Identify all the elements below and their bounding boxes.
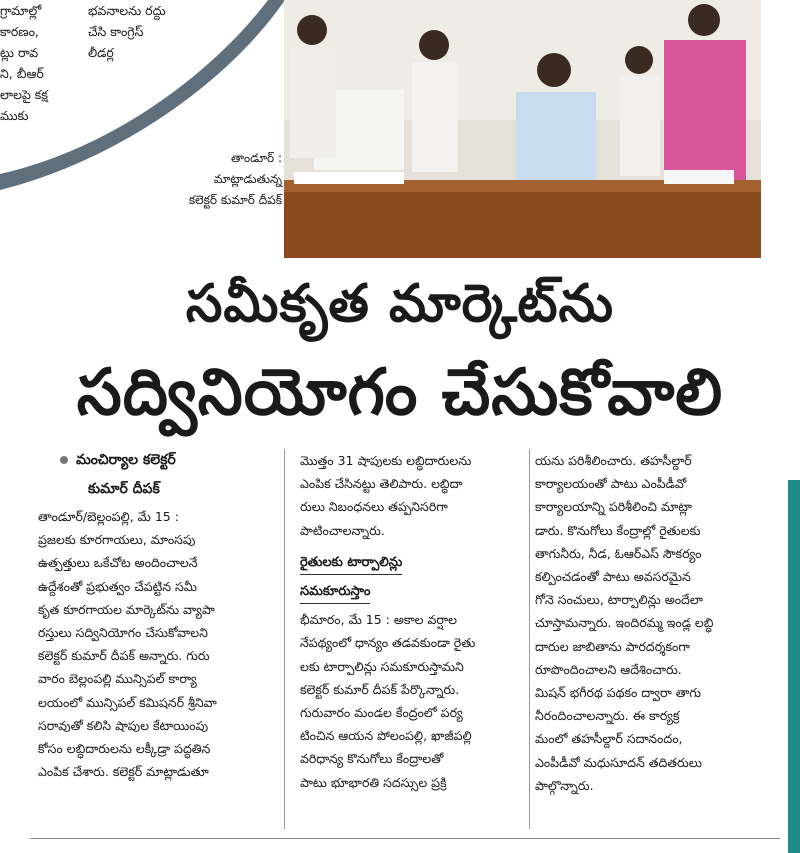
- article-line: నీరందించాలన్నారు. ఈ కార్యక్ర: [535, 708, 680, 724]
- article-line: దారుల జాబితాను పారదర్శకంగా: [535, 638, 690, 654]
- article-line: ఎంపిక చేశారు. కలెక్టర్ మాట్లాడుతూ: [38, 764, 209, 780]
- article-line: కృత కూరగాయల మార్కెట్‌ను వ్యాపా: [38, 601, 215, 617]
- article-line: పాటించాలన్నారు.: [300, 522, 385, 538]
- news-photo: [284, 0, 761, 258]
- article-line: ఎంపిక చేసినట్టు తెలిపారు. లబ్ధిదా: [300, 476, 463, 492]
- article-line: పాటు భూభారతి సదస్సుల ప్రక్రి: [300, 774, 447, 790]
- article-line: ఉద్దేశంతో ప్రభుత్వం చేపట్టిన సమీ: [38, 578, 197, 594]
- article-line: భీమారం, మే 15 : అకాల వర్షాల: [300, 612, 457, 628]
- article-line: ప్రజలకు కూరగాయలు, మాంసపు: [38, 532, 196, 548]
- article-line: రులు నిబంధనలు తప్పనిసరిగా: [300, 499, 448, 515]
- article-line: నేపథ్యంలో ధాన్యం తడవకుండా రైతు: [300, 635, 476, 651]
- snippet-line: ముకు: [0, 108, 29, 123]
- article-line: గురువారం మండల కేంద్రంలో పర్య: [300, 705, 463, 721]
- headline-line-2: సద్వినియోగం చేసుకోవాలి: [76, 356, 724, 430]
- article-line: తాగునీరు, నీడ, ఓఆర్ఎస్ సౌకర్యం: [535, 545, 702, 561]
- meeting-photo-illustration: [284, 0, 761, 258]
- article-line: తాండూర్/బెల్లంపల్లి, మే 15 :: [38, 509, 179, 524]
- article-line: కలెక్టర్ కుమార్ దీపక్ అన్నారు. గురు: [38, 648, 210, 664]
- column-divider: [529, 449, 530, 829]
- snippet-line: చేసి కాంగ్రెస్: [88, 24, 144, 39]
- snippet-line: లీడర్ల: [88, 45, 114, 60]
- article-line: కోసం లబ్ధిదారులను లక్కీడ్రా పద్ధతిన: [38, 741, 211, 757]
- article-line: మిషన్ భగీరథ పథకం ద్వారా తాగు: [535, 685, 701, 701]
- article-line: కలెక్టర్ కుమార్ దీపక్ పేర్కొన్నారు.: [300, 681, 460, 697]
- article-column-3: [535, 449, 765, 797]
- article-column-1: [38, 505, 266, 783]
- bottom-divider: [30, 838, 780, 839]
- bullet-icon: [60, 456, 68, 464]
- article-line: కల్పించడంతో పాటు అవసరమైన: [535, 569, 691, 585]
- article-line: మొత్తం 31 షాపులకు లబ్ధిదారులను: [300, 453, 472, 468]
- subhead-line-2: సమకూరుస్తాం: [300, 579, 525, 604]
- article-line: పాల్గొన్నారు.: [535, 777, 594, 793]
- subhead-line-1: రైతులకు టార్పాలిన్లు: [300, 550, 525, 575]
- article-line: కార్యాలయాన్ని పరిశీలించి మాట్లా: [535, 499, 692, 515]
- previous-article-snippet-right: [88, 0, 238, 63]
- article-line: లయంలో మున్సిపల్ కమిషనర్ శ్రీనివా: [38, 694, 217, 710]
- caption-line: కలెక్టర్ కుమార్ దీపక్: [188, 193, 282, 207]
- article-line: గోనె సంచులు, టార్పాలిన్లు అందేలా: [535, 592, 703, 608]
- article-line: డారు. కొనుగోలు కేంద్రాల్లో రైతులకు: [535, 522, 701, 538]
- article-line: రస్తులు సద్వినియోగం చేసుకోవాలని: [38, 625, 208, 641]
- article-line: ఉత్పత్తులు ఒకేచోట అందించాలనే: [38, 555, 198, 571]
- article-line: టించిన ఆయన పోలంపల్లి, ఖాజీపల్లి: [300, 728, 472, 744]
- snippet-line: ని, బీఆర్: [0, 66, 44, 81]
- article-line: రూపొందించాలని ఆదేశించారు.: [535, 661, 682, 677]
- snippet-line: గ్రామాల్లో: [0, 3, 42, 18]
- caption-line: తాండూర్ :: [231, 151, 282, 165]
- headline-line-1: సమీకృత మార్కెట్‌ను: [185, 274, 615, 334]
- snippet-line: ట్లు రావ: [0, 45, 39, 60]
- page-edge-bar: [788, 480, 800, 853]
- article-line: చూస్తామన్నారు. ఇందిరమ్మ ఇండ్ల లబ్ధి: [535, 615, 714, 631]
- article-line: కార్యాలయంతో పాటు ఎంపీడీవో: [535, 476, 687, 492]
- previous-article-snippet-left: [0, 0, 80, 126]
- article-column-2: [300, 449, 525, 794]
- article-line: సరావుతో కలిసి షాపుల కేటాయింపు: [38, 717, 209, 733]
- byline-line-2: కుమార్ దీపక్: [88, 481, 160, 497]
- article-line: ఎంపీడీవో మధుసూదన్ తదితరులు: [535, 754, 702, 770]
- column-divider: [284, 449, 285, 829]
- caption-line: మాట్లాడుతున్న: [213, 172, 282, 186]
- article-line: యను పరిశీలించారు. తహసీల్దార్: [535, 453, 692, 468]
- byline-line-1: మంచిర్యాల కలెక్టర్: [76, 452, 176, 468]
- byline: [60, 449, 176, 472]
- article-line: లకు టార్పాలిన్లు సమకూరుస్తామని: [300, 658, 464, 674]
- article-line: వారం బెల్లంపల్లి మున్సిపల్ కార్యా: [38, 671, 197, 687]
- snippet-line: కారణం,: [0, 24, 39, 39]
- snippet-line: లాలపై కక్ష: [0, 87, 48, 102]
- snippet-line: భవనాలను రద్దు: [88, 3, 166, 18]
- article-line: వరిధాన్య కొనుగోలు కేంద్రాలతో: [300, 751, 444, 767]
- article-line: మంలో తహసీల్దార్ సదానందం,: [535, 731, 683, 747]
- photo-caption: [160, 148, 282, 211]
